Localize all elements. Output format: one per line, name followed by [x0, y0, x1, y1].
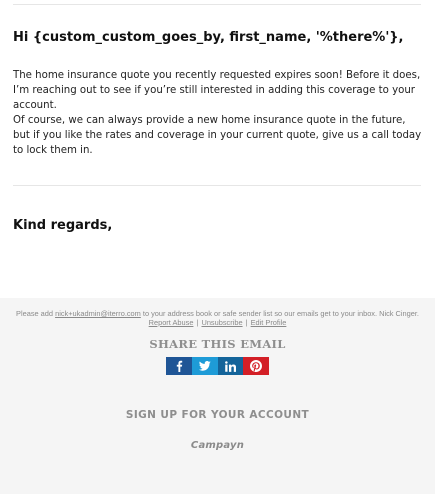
facebook-icon — [174, 360, 184, 372]
campayn-logo[interactable]: Campayn — [190, 440, 245, 451]
footer-links — [0, 319, 435, 328]
linkedin-share-button[interactable] — [218, 357, 244, 375]
linkedin-icon — [225, 361, 236, 372]
twitter-share-button[interactable] — [192, 357, 218, 375]
message-paragraph-1: The home insurance quote you recently requested expires soon! Before it does, I’m reaching out to see if you’re still interested in adding this coverage to your account. — [13, 70, 421, 111]
note-suffix: to your address book or safe sender list so our emails get to your inbox. Nick Cinger. — [140, 309, 419, 318]
signup-link[interactable]: SIGN UP FOR YOUR ACCOUNT — [125, 409, 310, 421]
message-paragraph-2: Of course, we can always provide a new home insurance quote in the future, but if you like the rates and coverage in your current quote, give us a call today to lock them in. — [13, 115, 422, 156]
section-divider — [13, 185, 421, 186]
link-separator: | — [196, 317, 199, 327]
sender-email-link[interactable]: nick+ukadmin@iterro.com — [55, 309, 141, 318]
social-share-bar — [166, 357, 269, 375]
top-divider — [13, 4, 421, 5]
greeting-heading: Hi {custom_custom_goes_by, first_name, '%there%'}, — [13, 30, 404, 45]
facebook-share-button[interactable] — [166, 357, 192, 375]
email-footer — [0, 298, 435, 494]
unsubscribe-link[interactable]: Unsubscribe — [201, 317, 243, 327]
pinterest-icon — [250, 360, 262, 372]
footer-note — [0, 310, 435, 327]
link-separator: | — [245, 317, 248, 327]
signoff-text: Kind regards, — [13, 218, 113, 233]
twitter-icon — [199, 361, 211, 371]
note-prefix: Please add — [16, 309, 56, 318]
report-abuse-link[interactable]: Report Abuse — [148, 317, 194, 327]
edit-profile-link[interactable]: Edit Profile — [250, 317, 287, 327]
pinterest-share-button[interactable] — [243, 357, 269, 375]
share-title: SHARE THIS EMAIL — [149, 337, 286, 351]
